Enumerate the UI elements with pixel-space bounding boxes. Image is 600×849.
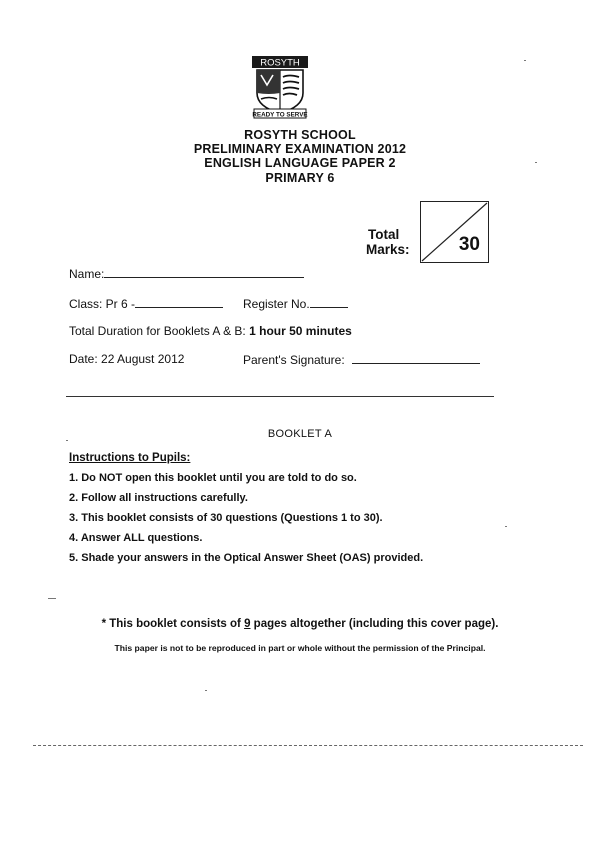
school-name: ROSYTH SCHOOL [244, 128, 356, 142]
note-suffix: pages altogether (including this cover page). [250, 618, 499, 630]
paper-title: ENGLISH LANGUAGE PAPER 2 [204, 156, 396, 170]
scan-speck [48, 598, 56, 599]
date-field: Date: 22 August 2012 [69, 352, 185, 366]
name-label: Name: [69, 267, 105, 281]
separator-line [66, 396, 494, 397]
scan-speck [524, 60, 526, 61]
scan-speck [66, 440, 68, 441]
register-label: Register No. [243, 297, 310, 311]
signature-blank[interactable] [352, 352, 480, 364]
footer-line [33, 745, 583, 746]
instruction-item-1: 1. Do NOT open this booklet until you are told to do so. [69, 472, 357, 484]
instruction-item-3: 3. This booklet consists of 30 questions (Questions 1 to 30). [69, 512, 383, 524]
copyright-notice: This paper is not to be reproduced in part or whole without the permission of the Principal. [114, 643, 486, 653]
instructions-title: Instructions to Pupils: [69, 452, 191, 464]
duration-field [69, 324, 352, 338]
duration-value: 1 hour 50 minutes [249, 324, 352, 338]
marks-label: Marks: [366, 242, 410, 257]
register-field [243, 296, 348, 311]
class-field [69, 296, 223, 311]
level-title: PRIMARY 6 [265, 171, 335, 185]
class-blank[interactable] [135, 296, 223, 308]
total-marks-label [366, 227, 410, 257]
total-label: Total [368, 227, 400, 242]
total-marks-box [420, 201, 489, 263]
name-field [69, 266, 304, 281]
scan-speck [505, 526, 507, 527]
total-marks-value: 30 [458, 234, 480, 255]
scan-speck [535, 162, 537, 163]
exam-title: PRELIMINARY EXAMINATION 2012 [193, 142, 407, 156]
duration-label: Total Duration for Booklets A & B: [69, 324, 246, 338]
booklet-title: BOOKLET A [267, 428, 333, 440]
register-blank[interactable] [310, 296, 348, 308]
signature-field [243, 352, 480, 367]
school-crest-logo [251, 55, 309, 119]
note-pages: 9 [244, 618, 251, 630]
crest-motto: READY TO SERVE [252, 111, 308, 119]
note-prefix: * This booklet consists of [101, 618, 245, 630]
name-blank[interactable] [104, 266, 304, 278]
signature-label: Parent's Signature: [243, 353, 345, 367]
instruction-item-4: 4. Answer ALL questions. [69, 532, 203, 544]
instruction-item-2: 2. Follow all instructions carefully. [69, 492, 248, 504]
class-label: Class: Pr 6 - [69, 297, 136, 311]
instruction-item-5: 5. Shade your answers in the Optical Answer Sheet (OAS) provided. [69, 552, 424, 564]
crest-banner-text: ROSYTH [260, 57, 300, 69]
scan-speck [205, 690, 207, 691]
page-count-note [0, 618, 600, 630]
